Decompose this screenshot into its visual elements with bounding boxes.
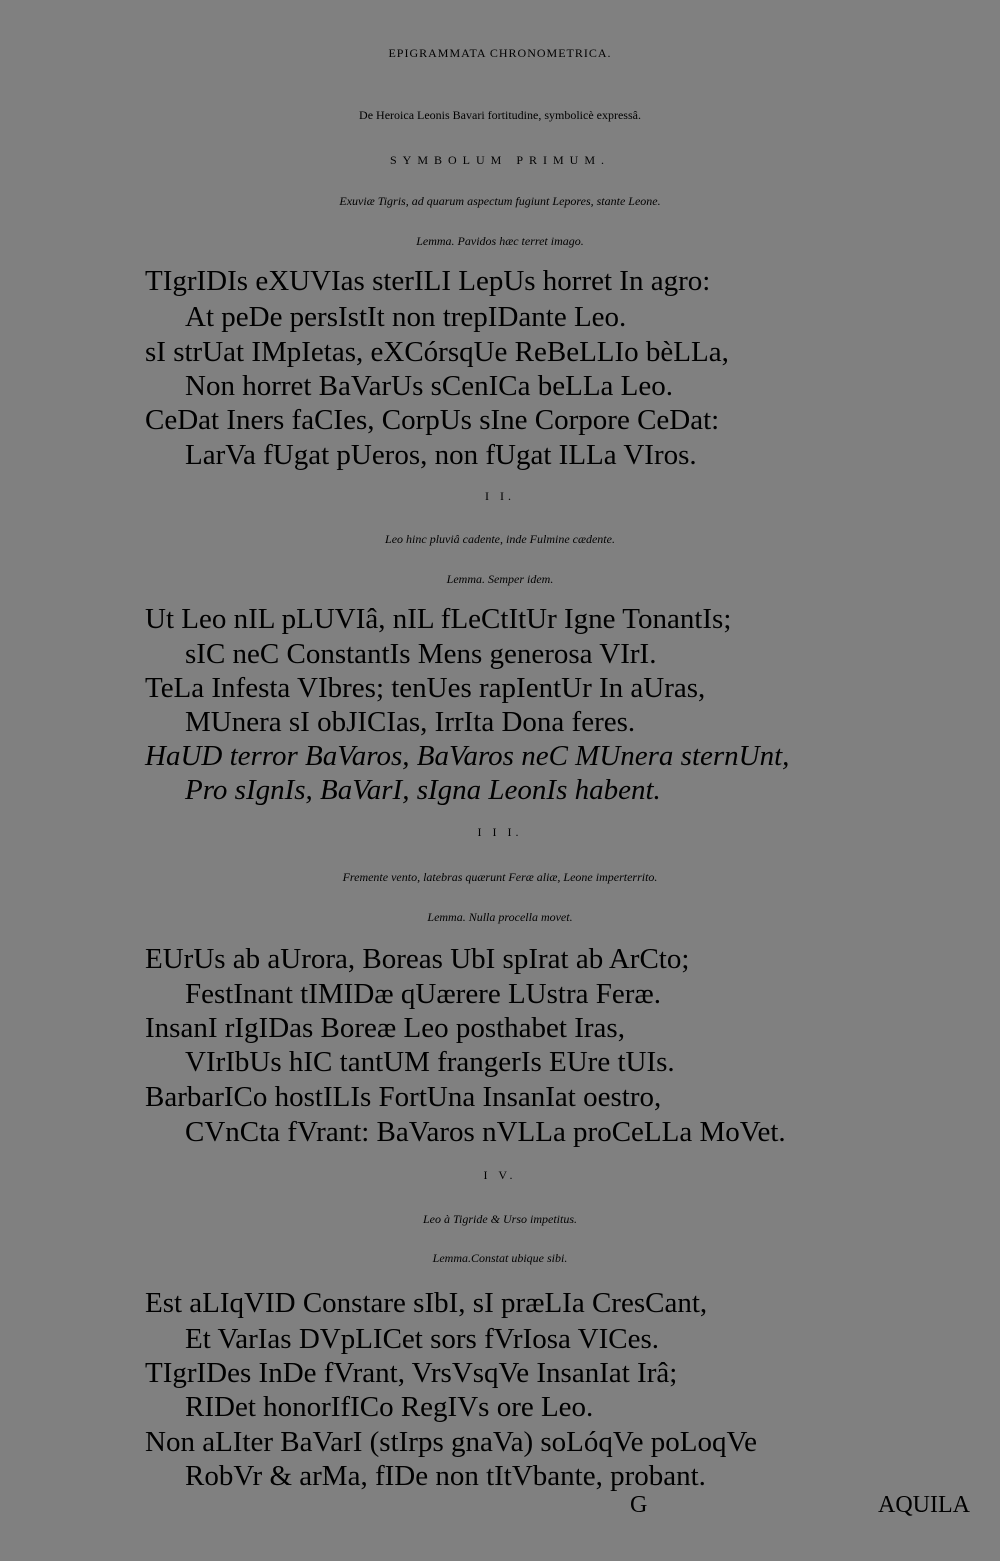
page-title: EPIGRAMMATA CHRONOMETRICA. (388, 46, 612, 60)
section-3-heading: I I I. (477, 825, 523, 839)
section-2-verse: HaUD terror BaVaros, BaVaros neC MUnera sternUnt, (145, 740, 790, 772)
signature-mark: G (630, 1492, 648, 1518)
section-1-caption: Exuviæ Tigris, ad quarum aspectum fugiunt Lepores, stante Leone. (339, 194, 661, 208)
section-3-verse: EUrUs ab aUrora, Boreas UbI spIrat ab ArCto; (145, 943, 690, 975)
section-4-caption: Leo à Tigride & Urso impetitus. (422, 1212, 577, 1226)
section-3-verse: VIrIbUs hIC tantUM frangerIs EUre tUIs. (185, 1046, 675, 1078)
section-4-verse: RIDet honorIfICo RegIVs ore Leo. (185, 1391, 594, 1423)
section-4-verse: RobVr & arMa, fIDe non tItVbante, probant. (185, 1460, 706, 1492)
catchword: AQUILA (878, 1492, 970, 1518)
section-1-verse: At peDe persIstIt non trepIDante Leo. (185, 301, 627, 333)
section-3-verse: FestInant tIMIDæ qUærere LUstra Feræ. (185, 978, 661, 1010)
section-1-verse: LarVa fUgat pUeros, non fUgat ILLa VIros. (185, 439, 697, 471)
section-2-caption: Leo hinc pluviâ cadente, inde Fulmine cædente. (385, 532, 615, 546)
section-1-verse: sI strUat IMpIetas, eXCórsqUe ReBeLLIo bèLLa, (145, 336, 729, 368)
section-4-verse: Non aLIter BaVarI (stIrps gnaVa) soLóqVe poLoqVe (145, 1426, 758, 1458)
section-3-verse: BarbarICo hostILIs FortUna InsanIat oestro, (145, 1081, 662, 1113)
section-3-lemma: Lemma. Nulla procella movet. (427, 910, 573, 924)
page-subtitle: De Heroica Leonis Bavari fortitudine, symbolicè expressâ. (359, 108, 641, 122)
section-2-verse: TeLa Infesta VIbres; tenUes rapIentUr In aUras, (145, 672, 706, 704)
section-1-verse: TIgrIDIs eXUVIas sterILI LepUs horret In agro: (145, 265, 711, 297)
section-4-heading: I V. (483, 1168, 517, 1182)
section-4-verse: TIgrIDes InDe fVrant, VrsVsqVe InsanIat Irâ; (145, 1357, 678, 1389)
section-2-verse: MUnera sI obJICIas, IrrIta Dona feres. (185, 706, 636, 738)
section-1-verse: CeDat Iners faCIes, CorpUs sIne Corpore CeDat: (145, 404, 720, 436)
section-4-verse: Est aLIqVID Constare sIbI, sI præLIa CresCant, (145, 1287, 708, 1319)
section-4-lemma: Lemma.Constat ubique sibi. (432, 1251, 568, 1265)
section-1-heading: SYMBOLUM PRIMUM. (389, 153, 611, 167)
section-2-lemma: Lemma. Semper idem. (446, 572, 554, 586)
section-2-heading: I I. (485, 489, 515, 503)
section-4-verse: Et VarIas DVpLICet sors fVrIosa VICes. (185, 1323, 659, 1355)
section-3-caption: Fremente vento, latebras quærunt Feræ aliæ, Leone imperterrito. (342, 870, 658, 884)
section-2-verse: sIC neC ConstantIs Mens generosa VIrI. (185, 638, 657, 670)
section-1-lemma: Lemma. Pavidos hæc terret imago. (416, 234, 584, 248)
section-1-verse: Non horret BaVarUs sCenICa beLLa Leo. (185, 370, 674, 402)
section-3-verse: CVnCta fVrant: BaVaros nVLLa proCeLLa MoVet. (185, 1116, 786, 1148)
section-2-verse: Pro sIgnIs, BaVarI, sIgna LeonIs habent. (185, 774, 661, 806)
section-3-verse: InsanI rIgIDas Boreæ Leo posthabet Iras, (145, 1012, 625, 1044)
section-2-verse: Ut Leo nIL pLUVIâ, nIL fLeCtItUr Igne TonantIs; (145, 603, 732, 635)
